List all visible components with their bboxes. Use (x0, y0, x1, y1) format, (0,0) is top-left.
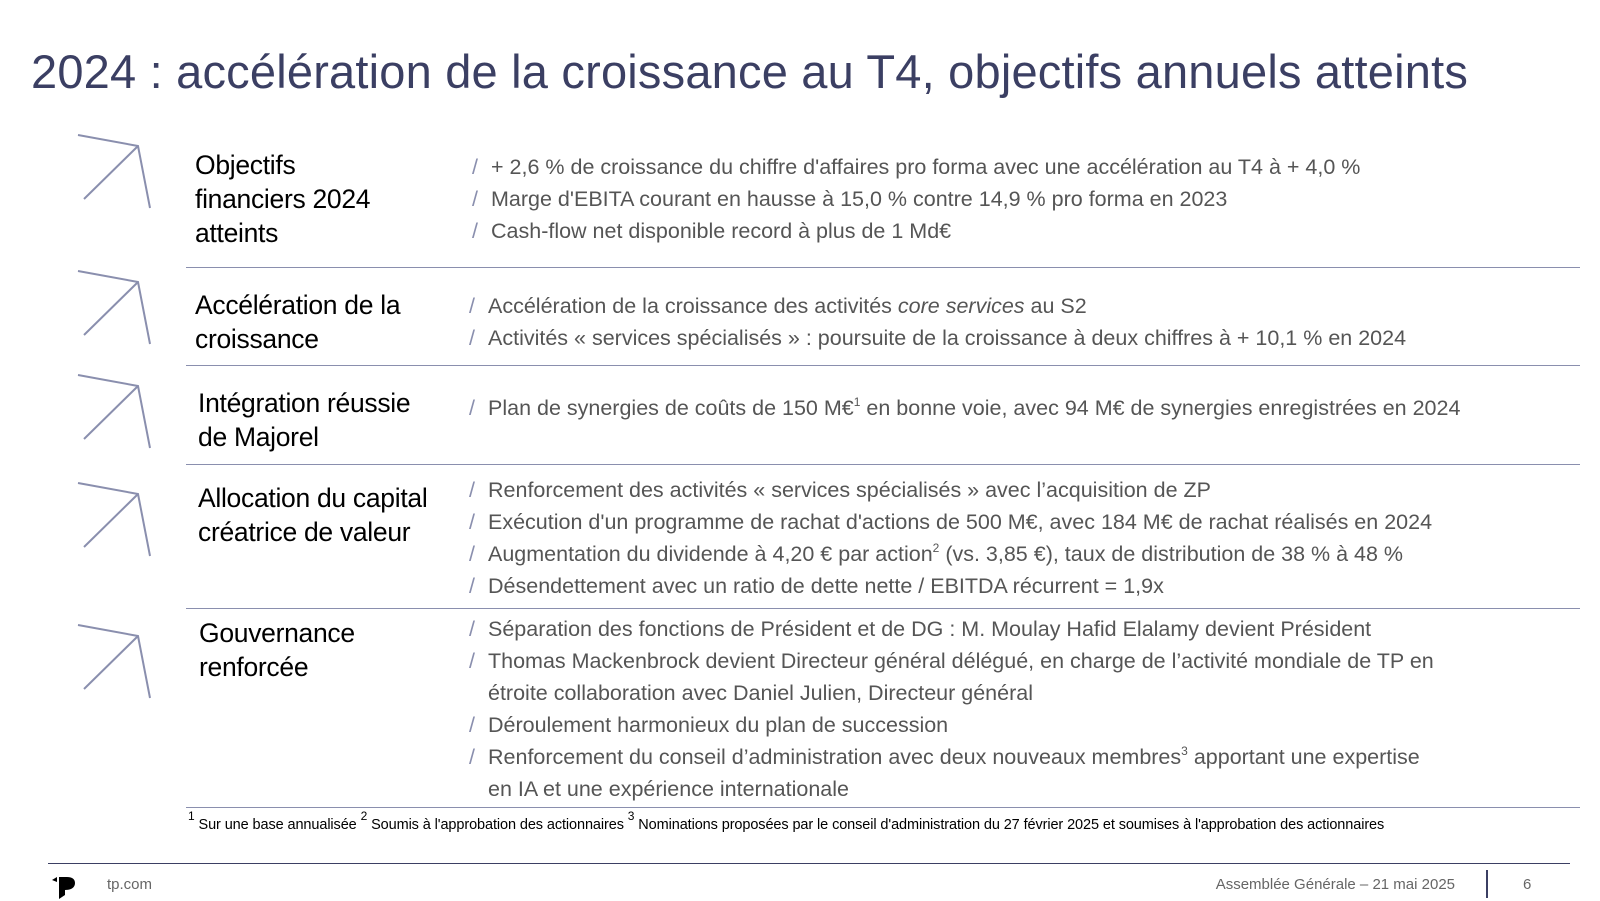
section-heading-croissance: Accélération de la croissance (195, 290, 401, 354)
section-bullets-gouvernance (469, 613, 1434, 805)
footer-site: tp.com (107, 876, 153, 893)
footer-separator (1486, 870, 1488, 898)
section-divider (186, 267, 1580, 268)
page-title: 2024 : accélération de la croissance au T4, objectifs annuels atteints (31, 45, 1469, 98)
arrow-up-right-icon (74, 480, 160, 566)
section-divider (186, 365, 1580, 366)
list-item: / Déroulement harmonieux du plan de succession (469, 713, 949, 737)
section-heading-gouvernance: Gouvernance renforcée (199, 618, 355, 682)
footer-event: Assemblée Générale – 21 mai 2025 (1215, 876, 1455, 893)
list-item: / Plan de synergies de coûts de 150 M€$^1$ en bonne voie, avec 94 M€ de synergies enregistrées en 2024 (469, 395, 1461, 420)
tp-logo-icon (50, 873, 78, 901)
list-item: / Séparation des fonctions de Président et de DG : M. Moulay Hafid Elalamy devient Président (469, 617, 1372, 641)
list-item: / Renforcement des activités « services spécialisés » avec l’acquisition de ZP (469, 478, 1211, 502)
list-item: / Accélération de la croissance des activités core services au S2 (469, 294, 1087, 318)
list-item: / Augmentation du dividende à 4,20 € par action$^2$ (vs. 3,85 €), taux de distribution de 38 % à 48 % (469, 541, 1404, 566)
list-item: / Thomas Mackenbrock devient Directeur général délégué, en charge de l’activité mondiale de TP en (469, 649, 1434, 673)
arrow-up-right-icon (74, 268, 160, 354)
page-number: 6 (1523, 876, 1532, 893)
list-item: étroite collaboration avec Daniel Julien, Directeur général (488, 681, 1033, 705)
footer-divider (48, 863, 1570, 864)
section-bullets-croissance (469, 290, 1406, 354)
section-heading-objectifs: Objectifs financiers 2024 atteints (195, 150, 371, 248)
list-item: en IA et une expérience internationale (488, 777, 849, 801)
arrow-up-right-icon (74, 622, 160, 708)
section-divider (186, 608, 1580, 609)
footnote: $^1$ Sur une base annualisée $^2$ Soumis à l'approbation des actionnaires $^3$ Nominations proposées par le conseil d'administration du 27 février 2025 et soumises à l'approbation des actionnaires (188, 809, 1385, 833)
section-bullets-objectifs (472, 151, 1360, 247)
list-item: / + 2,6 % de croissance du chiffre d'affaires pro forma avec une accélération au T4 à + 4,0 % (472, 155, 1361, 179)
arrow-up-right-icon (74, 132, 160, 218)
section-divider (186, 807, 1580, 808)
section-heading-allocation: Allocation du capital créatrice de valeur (198, 483, 428, 547)
section-bullets-allocation (469, 474, 1432, 602)
section-bullets-integration (469, 392, 1460, 424)
list-item: / Marge d'EBITA courant en hausse à 15,0 % contre 14,9 % pro forma en 2023 (472, 187, 1228, 211)
list-item: / Renforcement du conseil d’administration avec deux nouveaux membres$^3$ apportant une expertise (469, 744, 1420, 769)
section-heading-integration: Intégration réussie de Majorel (198, 388, 411, 452)
arrow-up-right-icon (74, 372, 160, 458)
list-item: / Cash-flow net disponible record à plus de 1 Md€ (472, 219, 952, 243)
list-item: / Exécution d'un programme de rachat d'actions de 500 M€, avec 184 M€ de rachat réalisés en 2024 (469, 510, 1433, 534)
list-item: / Activités « services spécialisés » : poursuite de la croissance à deux chiffres à + 10,1 % en 2024 (469, 326, 1407, 350)
section-divider (186, 464, 1580, 465)
list-item: / Désendettement avec un ratio de dette nette / EBITDA récurrent = 1,9x (469, 574, 1164, 598)
